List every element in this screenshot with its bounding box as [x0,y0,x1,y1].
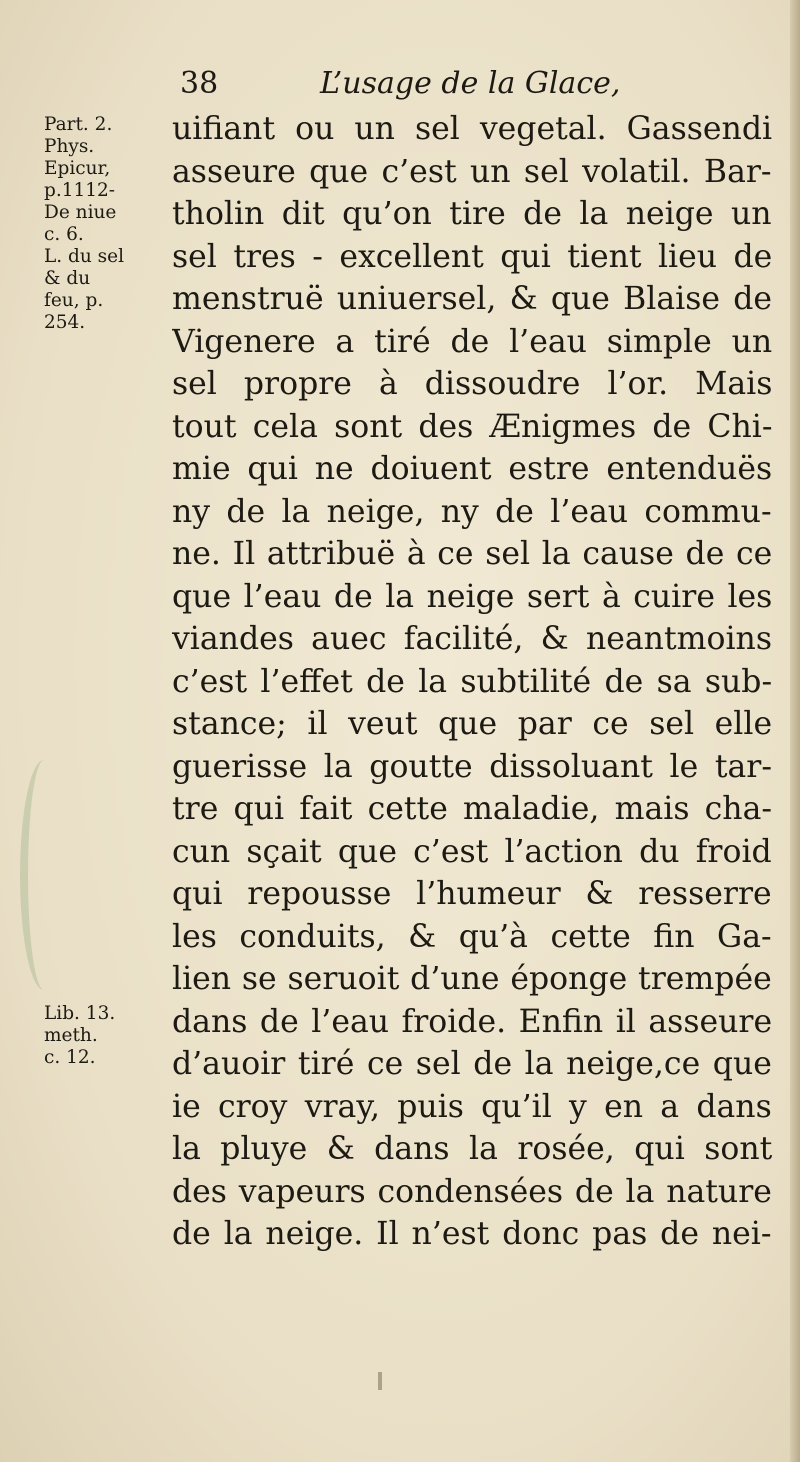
running-title: L’usage de la Glace, [320,66,621,101]
page-edge [790,0,800,1462]
text-line: des vapeurs condensées de la nature [172,1173,772,1210]
margin-line: Lib. 13. [44,1003,116,1024]
text-line: lien se seruoit d’une éponge trempée [172,961,772,997]
text-line: tout cela sont des Ænigmes de Chi- [172,408,772,445]
margin-line: L. du sel [44,246,125,267]
text-line: mie qui ne doiuent estre entenduës [172,451,772,487]
text-line: les conduits, & qu’à cette fin Ga- [172,918,772,955]
page-stain [20,760,68,990]
ink-mark [378,1372,382,1390]
text-line: asseure que c’est un sel volatil. Bar- [172,153,772,190]
text-line: la pluye & dans la rosée, qui sont [172,1131,772,1167]
text-line: uifiant ou un sel vegetal. Gassendi [172,111,772,147]
page-number: 38 [180,66,219,101]
body-text [172,108,772,1256]
margin-line: & du [44,268,91,289]
text-line: tholin dit qu’on tire de la neige un [172,196,772,232]
text-line: d’auoir tiré ce sel de la neige,ce que [172,1046,772,1082]
margin-line: meth. [44,1025,98,1046]
text-line: c’est l’effet de la subtilité de sa sub- [172,663,772,700]
text-line: sel tres - excellent qui tient lieu de [172,238,772,275]
margin-line: De niue [44,202,117,223]
text-line: guerisse la goutte dissoluant le tar- [172,748,772,785]
margin-line: p.1112- [44,180,116,201]
margin-note-galen [44,1003,174,1069]
text-line: que l’eau de la neige sert à cuire les [172,578,772,615]
text-line: viandes auec facilité, & neantmoins [172,621,772,657]
text-line: de la neige. Il n’est donc pas de nei- [172,1216,772,1252]
page-header [180,62,780,112]
text-line: tre qui fait cette maladie, mais cha- [172,791,772,827]
text-line: qui repousse l’humeur & resserre [172,876,772,912]
text-line: menstruë uniuersel, & que Blaise de [172,281,772,317]
margin-line: Epicur, [44,158,111,179]
margin-line: 254. [44,312,86,333]
margin-line: feu, p. [44,290,104,311]
margin-note-references [44,114,174,334]
margin-line: Phys. [44,136,95,157]
margin-line: Part. 2. [44,114,113,135]
text-line: dans de l’eau froide. Enfin il asseure [172,1003,772,1040]
text-line: stance; il veut que par ce sel elle [172,706,772,742]
text-line: ny de la neige, ny de l’eau commu- [172,493,772,530]
text-line: sel propre à dissoudre l’or. Mais [172,366,772,402]
margin-line: c. 6. [44,224,84,245]
text-line: ne. Il attribuë à ce sel la cause de ce [172,536,772,572]
text-line: Vigenere a tiré de l’eau simple un [172,323,772,360]
text-line: ie croy vray, puis qu’il y en a dans [172,1088,772,1125]
text-line: cun sçait que c’est l’action du froid [172,833,772,870]
margin-line: c. 12. [44,1047,96,1068]
